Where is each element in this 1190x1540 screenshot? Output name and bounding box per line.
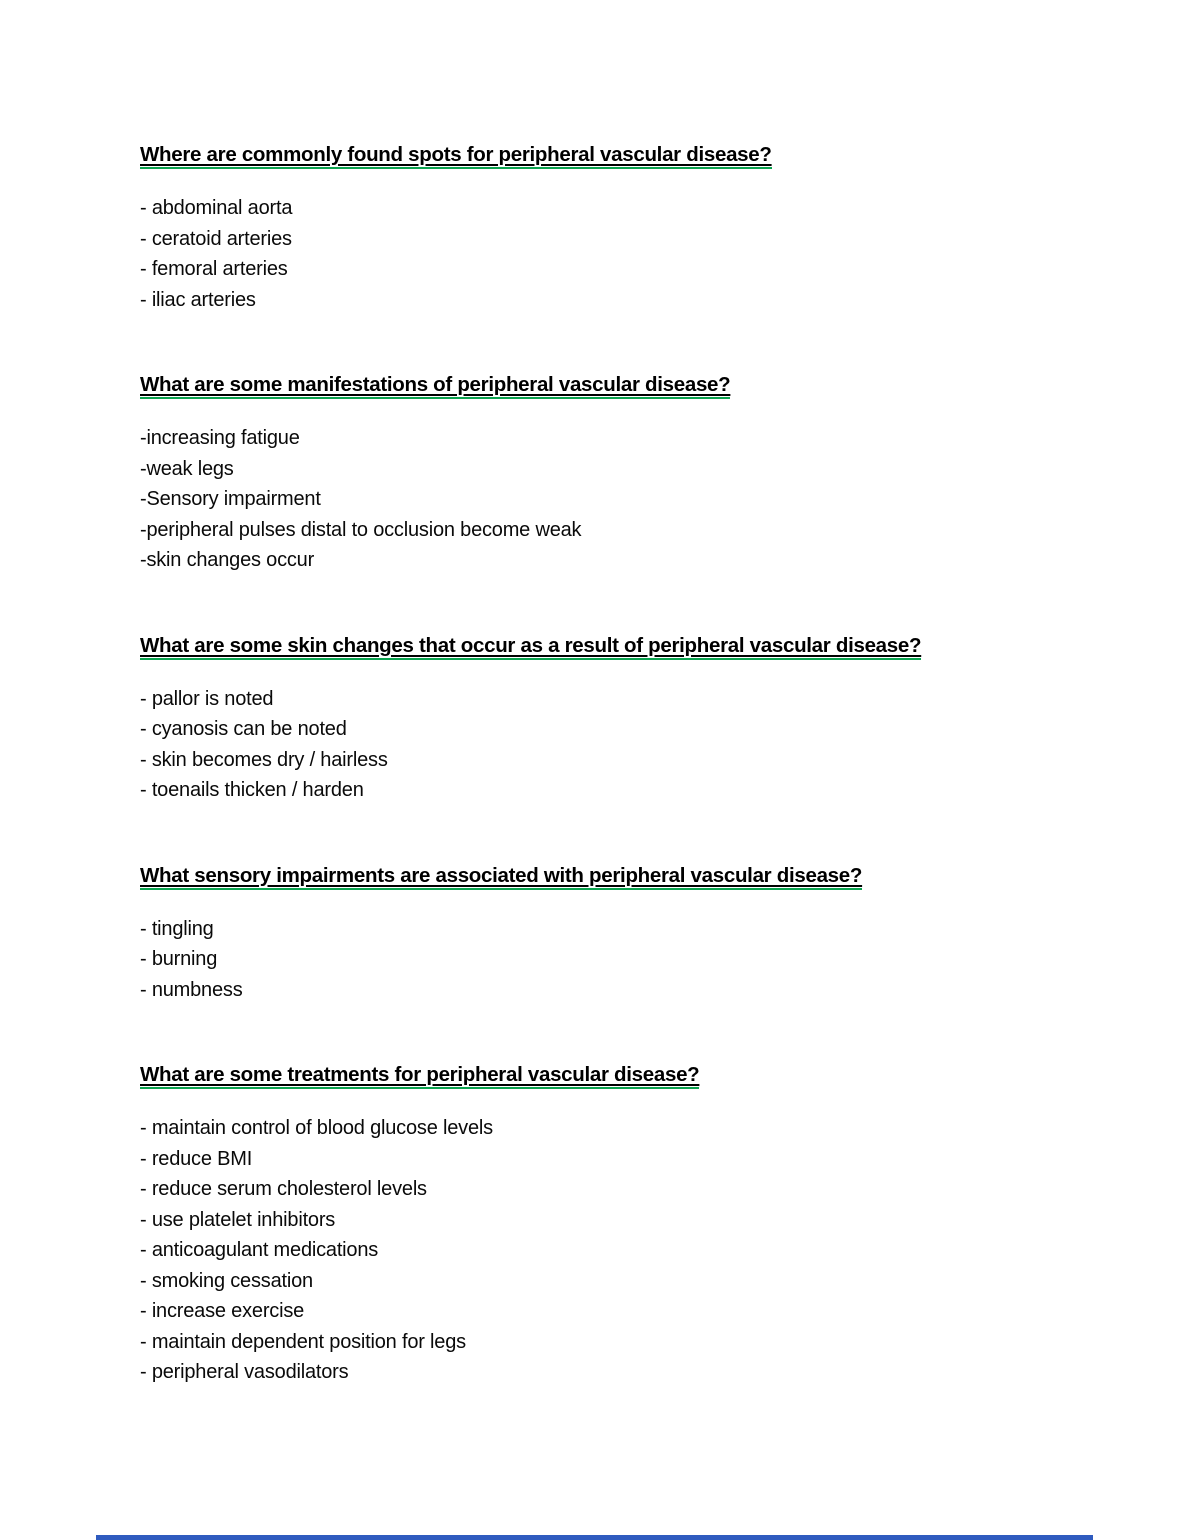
qa-section-sensory-impairments bbox=[140, 864, 1100, 1006]
answer-item: - burning bbox=[140, 948, 218, 970]
answer-list bbox=[140, 684, 1100, 806]
answer-item: - reduce BMI bbox=[140, 1147, 253, 1170]
answer-item: - maintain dependent position for legs bbox=[140, 1330, 466, 1353]
answer-item: -increasing fatigue bbox=[140, 427, 300, 449]
answer-item: - abdominal aorta bbox=[140, 197, 293, 219]
answer-item: - reduce serum cholesterol levels bbox=[140, 1178, 427, 1200]
answer-item: -peripheral pulses distal to occlusion become weak bbox=[140, 518, 582, 541]
answer-item: - femoral arteries bbox=[140, 258, 288, 280]
question-text: What sensory impairments are associated with peripheral vascular disease? bbox=[140, 864, 862, 890]
answer-item: -weak legs bbox=[140, 457, 234, 480]
qa-section-manifestations bbox=[140, 373, 1100, 576]
answer-item: - iliac arteries bbox=[140, 288, 256, 311]
question-heading bbox=[140, 373, 1100, 397]
qa-section-skin-changes bbox=[140, 634, 1100, 806]
qa-section-treatments bbox=[140, 1063, 1100, 1388]
answer-item: - skin becomes dry / hairless bbox=[140, 748, 388, 771]
answer-list bbox=[140, 1113, 1100, 1388]
answer-item: - anticoagulant medications bbox=[140, 1239, 379, 1261]
question-text: What are some skin changes that occur as a result of peripheral vascular disease? bbox=[140, 634, 921, 660]
answer-item: - smoking cessation bbox=[140, 1269, 313, 1292]
qa-section-locations bbox=[140, 143, 1100, 315]
answer-item: - tingling bbox=[140, 917, 214, 940]
answer-item: - pallor is noted bbox=[140, 687, 274, 710]
answer-item: - peripheral vasodilators bbox=[140, 1361, 349, 1383]
answer-item: -Sensory impairment bbox=[140, 488, 321, 510]
answer-list bbox=[140, 193, 1100, 315]
question-heading bbox=[140, 634, 1100, 658]
answer-item: -skin changes occur bbox=[140, 549, 315, 571]
answer-item: - ceratoid arteries bbox=[140, 227, 292, 250]
answer-item: - toenails thicken / harden bbox=[140, 779, 364, 801]
answer-item: - maintain control of blood glucose levels bbox=[140, 1117, 493, 1139]
question-heading bbox=[140, 1063, 1100, 1087]
answer-list bbox=[140, 423, 1100, 576]
answer-item: - numbness bbox=[140, 978, 243, 1001]
question-text: What are some manifestations of peripheral vascular disease? bbox=[140, 373, 730, 399]
answer-item: - increase exercise bbox=[140, 1300, 305, 1322]
next-page-top-edge bbox=[96, 1535, 1093, 1540]
answer-list bbox=[140, 914, 1100, 1006]
question-heading bbox=[140, 864, 1100, 888]
question-text: Where are commonly found spots for peripheral vascular disease? bbox=[140, 143, 772, 169]
answer-item: - cyanosis can be noted bbox=[140, 718, 347, 740]
question-text: What are some treatments for peripheral vascular disease? bbox=[140, 1063, 699, 1089]
document-content bbox=[140, 143, 1100, 1446]
answer-item: - use platelet inhibitors bbox=[140, 1208, 336, 1231]
question-heading bbox=[140, 143, 1100, 167]
